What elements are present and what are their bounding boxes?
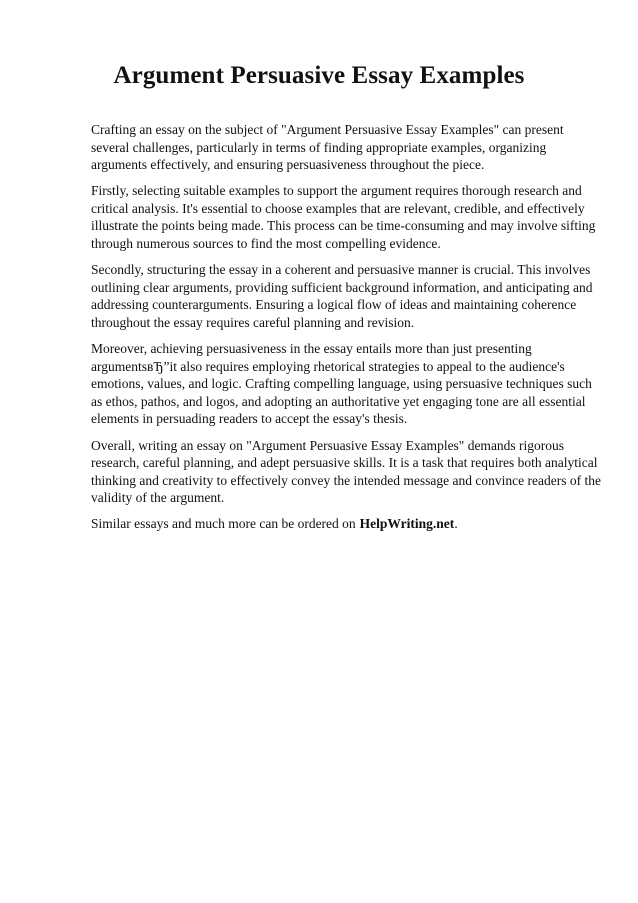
helpwriting-link[interactable]: HelpWriting.net <box>359 516 455 532</box>
paragraph-intro: Crafting an essay on the subject of "Argument Persuasive Essay Examples" can present several challenges, particularly in terms of finding appropriate examples, organizing arguments effectively, and ensuring persuasiveness throughout the piece. <box>91 122 564 173</box>
paragraph-persuasiveness: Moreover, achieving persuasiveness in the essay entails more than just presenting argumentsвЂ”it also requires employing rhetorical strategies to appeal to the audience's emotions, values, and logic. Crafting compelling language, using persuasive techniques such as ethos, pathos, and logos, and adopting an authoritative yet engaging tone are all essential elements in persuading readers to accept the essay's thesis. <box>91 341 592 427</box>
paragraph-examples: Firstly, selecting suitable examples to support the argument requires thorough research and critical analysis. It's essential to choose examples that are relevant, credible, and effectively illustrate the points being made. This process can be time-consuming and may involve sifting through numerous sources to find the most compelling evidence. <box>91 183 596 252</box>
footer-note <box>91 515 601 533</box>
footer-suffix: . <box>454 516 458 532</box>
footer-prefix: Similar essays and much more can be ordered on <box>91 516 356 532</box>
paragraph-conclusion: Overall, writing an essay on "Argument Persuasive Essay Examples" demands rigorous research, careful planning, and adept persuasive skills. It is a task that requires both analytical thinking and creativity to effectively convey the intended message and convince readers of the validity of the argument. <box>91 437 601 506</box>
document-title: Argument Persuasive Essay Examples <box>113 62 525 89</box>
document-body <box>91 121 601 541</box>
paragraph-structure: Secondly, structuring the essay in a coherent and persuasive manner is crucial. This involves outlining clear arguments, providing sufficient background information, and anticipating and addressing counterarguments. Ensuring a logical flow of ideas and maintaining coherence throughout the essay requires careful planning and revision. <box>91 262 593 330</box>
